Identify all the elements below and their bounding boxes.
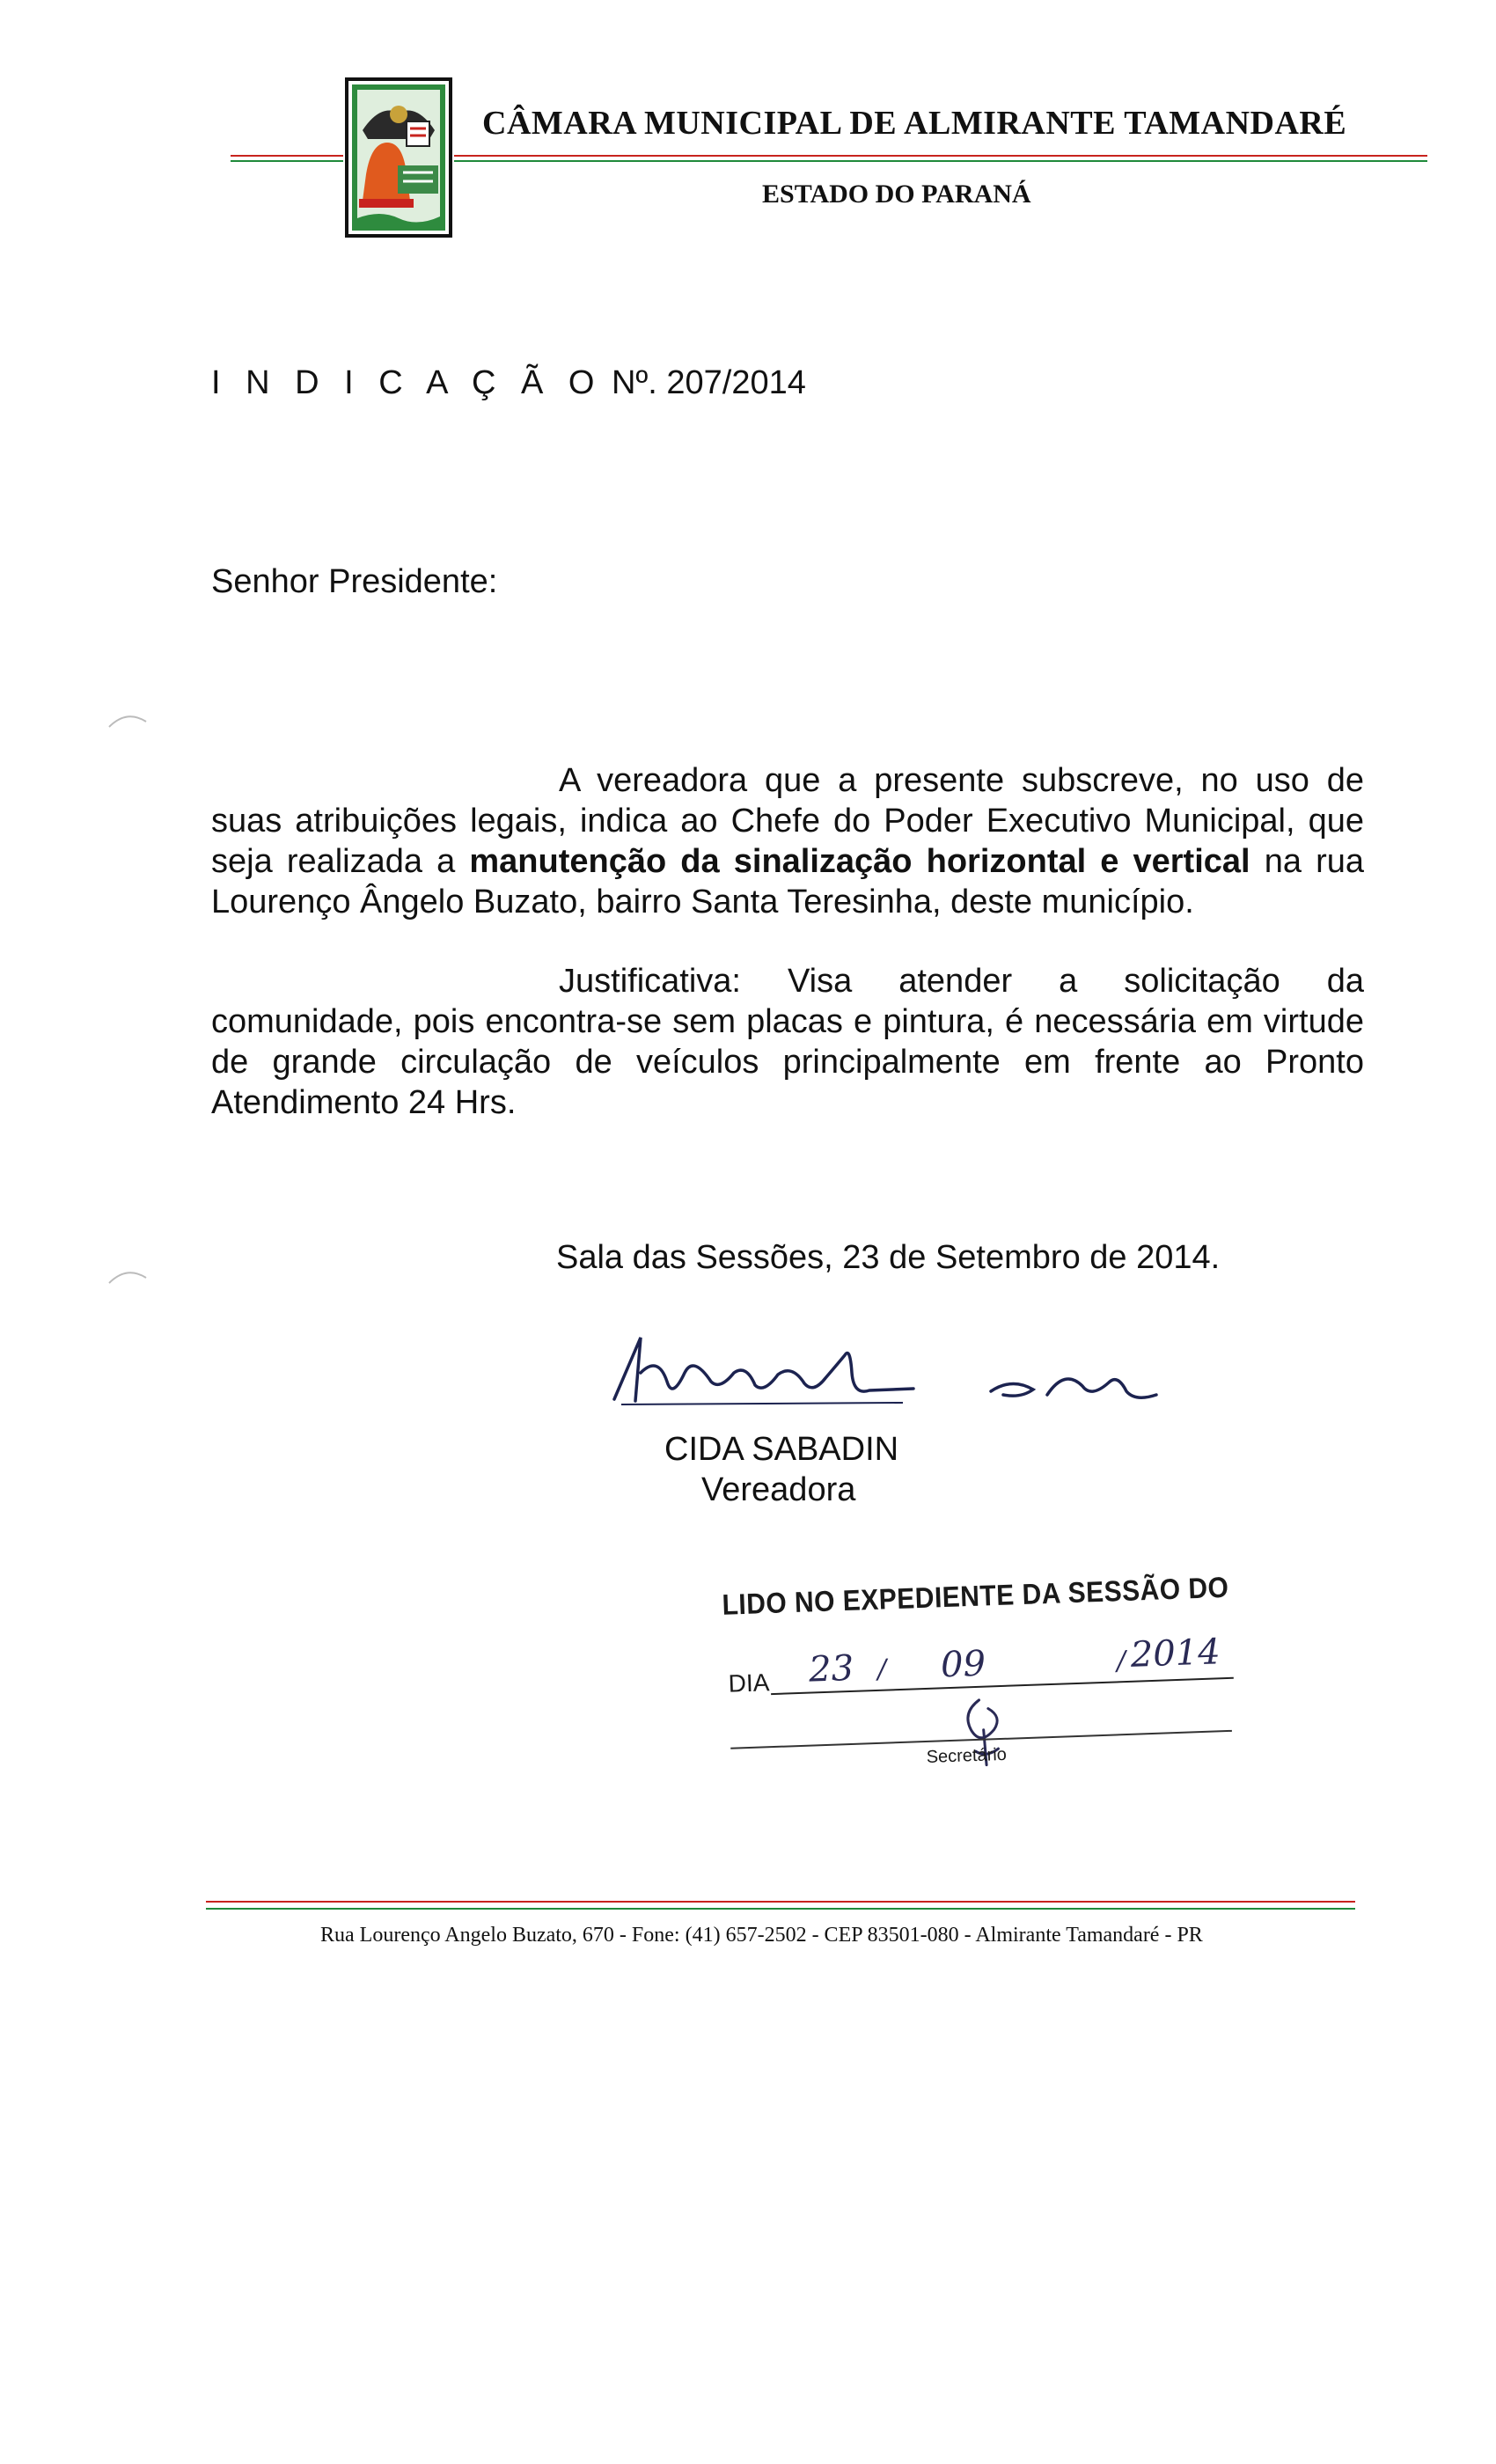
session-reading-stamp bbox=[722, 1573, 1240, 1820]
stamp-slash-2: / bbox=[1116, 1646, 1126, 1677]
stamp-slash-1: / bbox=[876, 1654, 887, 1685]
request-text-start: A vereadora que a presente subscreve, no uso de suas atribuições legais, indica ao Chefe do Poder Executivo Municipal, que seja realizada a bbox=[211, 762, 1364, 880]
justification-paragraph: Justificativa: Visa atender a solicitação da comunidade, pois encontra-se sem placas e pintura, é necessária em virtude de grande circulação de veículos principalmente em frente ao Pronto Atendimento 24 Hrs. bbox=[211, 963, 1364, 1121]
signer-name: CIDA SABADIN bbox=[664, 1431, 899, 1468]
request-text-bold: manutenção da sinalização horizontal e vertical bbox=[469, 843, 1250, 880]
stamp-day-label: DIA bbox=[728, 1668, 770, 1698]
secondary-signature-mark bbox=[986, 1360, 1162, 1412]
request-text-end: na rua Lourenço Ângelo Buzato, bairro Santa Teresinha, deste município. bbox=[211, 843, 1364, 920]
stamp-month: 09 bbox=[940, 1643, 986, 1686]
stamp-day: 23 bbox=[808, 1647, 854, 1690]
stamp-year: 2014 bbox=[1130, 1632, 1221, 1676]
councilwoman-signature bbox=[605, 1320, 922, 1417]
stamp-secretary-label: Secretário bbox=[926, 1744, 1008, 1767]
closing-line: Sala das Sessões, 23 de Setembro de 2014. bbox=[556, 1239, 1221, 1276]
header-rule-green bbox=[231, 160, 343, 162]
salutation: Senhor Presidente: bbox=[211, 563, 498, 600]
indicacao-heading bbox=[211, 364, 806, 402]
request-paragraph bbox=[211, 760, 1364, 922]
footer-address: Rua Lourenço Angelo Buzato, 670 - Fone: (41) 657-2502 - CEP 83501-080 - Almirante Tamandaré - PR bbox=[320, 1924, 1203, 1947]
header-rule-green-right bbox=[454, 160, 1427, 162]
header-rule-red-right bbox=[454, 155, 1427, 157]
footer-rule-red bbox=[206, 1901, 1355, 1903]
municipal-crest-icon bbox=[345, 77, 452, 238]
stamp-heading: LIDO NO EXPEDIENTE DA SESSÃO DO bbox=[721, 1572, 1229, 1622]
footer-rule-green bbox=[206, 1908, 1355, 1910]
chamber-title: CÂMARA MUNICIPAL DE ALMIRANTE TAMANDARÉ bbox=[482, 105, 1347, 142]
indicacao-number: Nº. 207/2014 bbox=[611, 364, 806, 401]
state-subtitle: ESTADO DO PARANÁ bbox=[762, 180, 1031, 209]
indicacao-label: I N D I C A Ç Ã O bbox=[211, 364, 603, 401]
margin-mark bbox=[107, 709, 148, 729]
header-rule-red bbox=[231, 155, 343, 157]
margin-mark bbox=[107, 1265, 148, 1285]
signer-role: Vereadora bbox=[701, 1471, 856, 1508]
